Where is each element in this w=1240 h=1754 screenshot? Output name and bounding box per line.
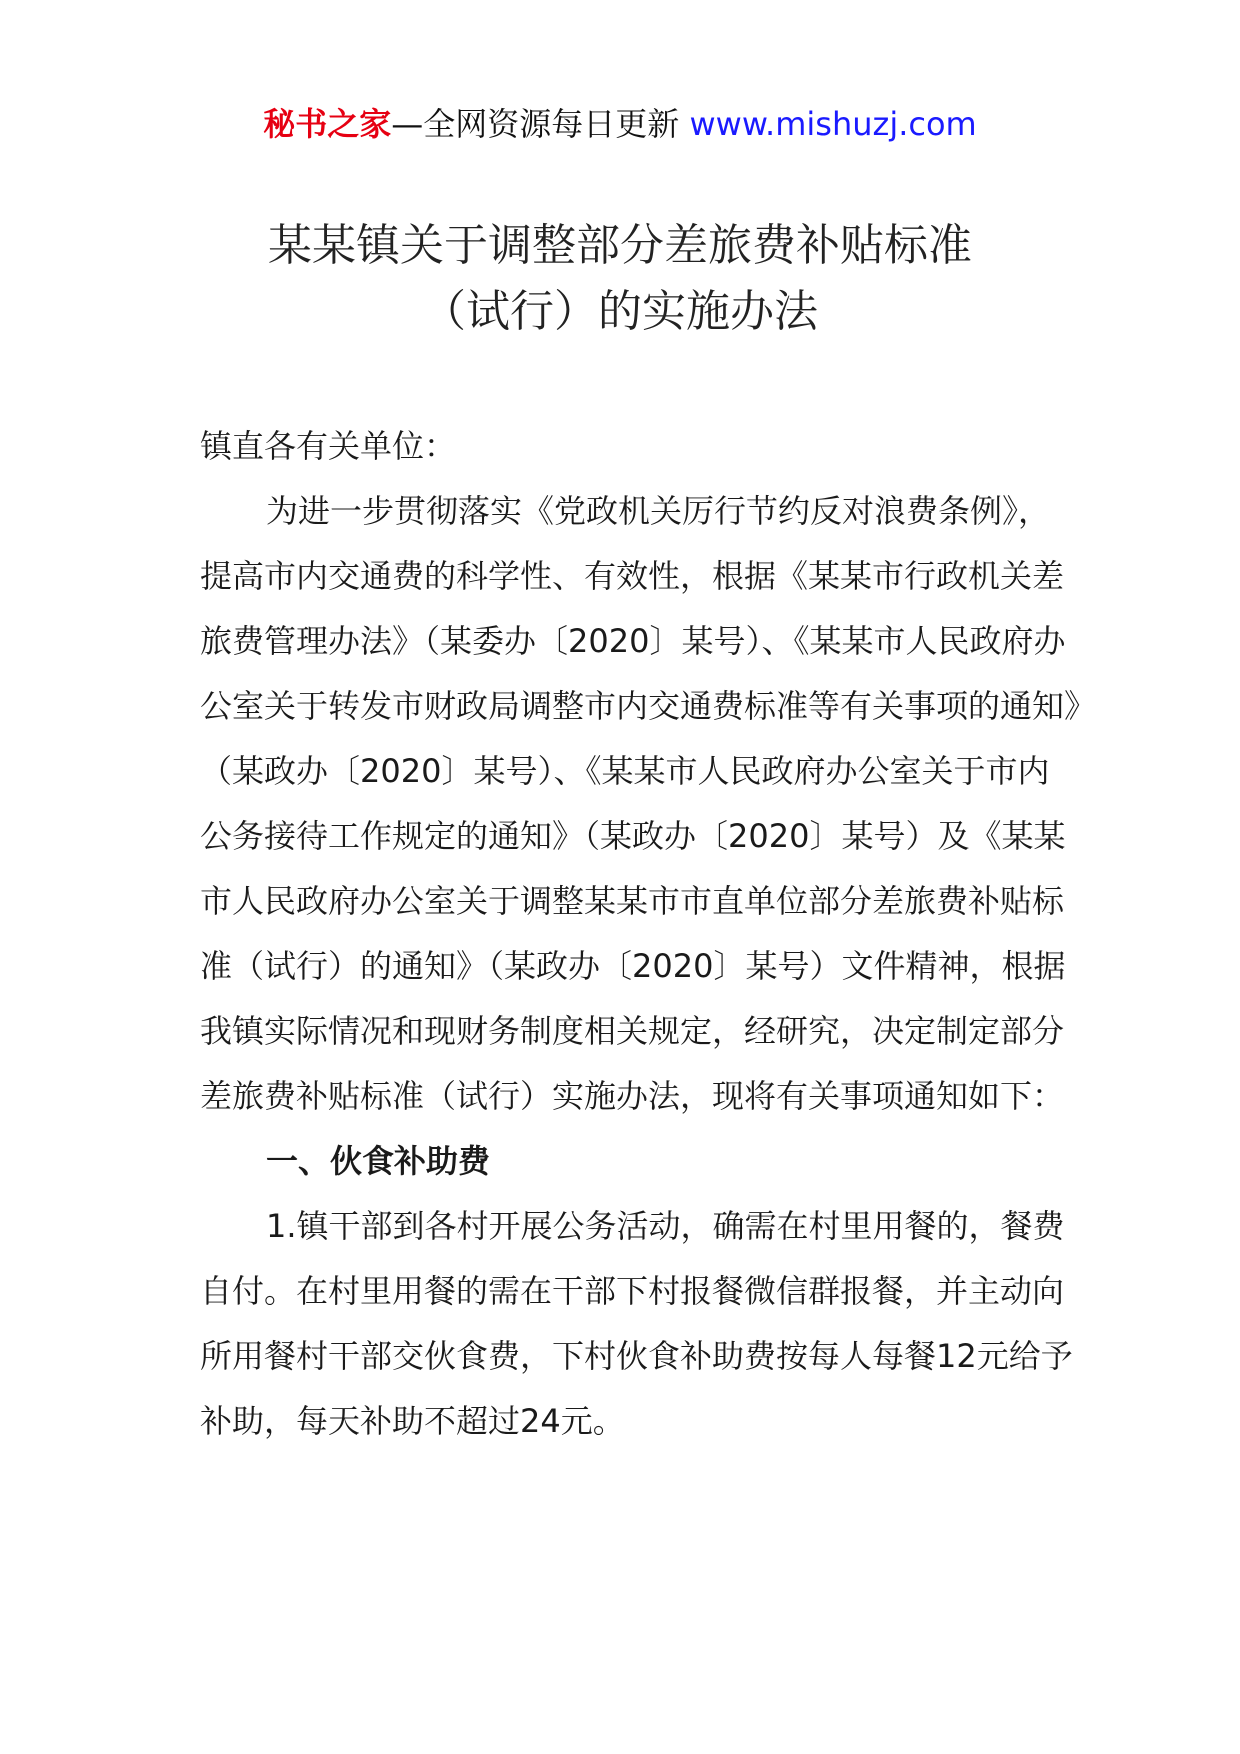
site-url-link[interactable]: www.mishuzj.com [689, 105, 977, 143]
brand-name: 秘书之家 [263, 105, 392, 143]
document-title [0, 213, 1240, 345]
title-line-1: 某某镇关于调整部分差旅费补贴标准 [268, 220, 972, 271]
document-body [200, 414, 1080, 1454]
site-header [0, 100, 1240, 148]
paragraph-meal-rule-1: 1.镇干部到各村开展公务活动，确需在村里用餐的，餐费自付。在村里用餐的需在干部下村报餐微信群报餐，并主动向所用餐村干部交伙食费，下村伙食补助费按每人每餐12元给予补助，每天补助不超过24元。 [200, 1207, 1073, 1440]
header-tagline: —全网资源每日更新 [391, 105, 680, 143]
section-heading-meal-allowance: 一、伙食补助费 [266, 1142, 491, 1180]
title-line-2: （试行）的实施办法 [422, 286, 818, 337]
paragraph-intro: 为进一步贯彻落实《党政机关厉行节约反对浪费条例》，提高市内交通费的科学性、有效性，根据《某某市行政机关差旅费管理办法》（某委办〔2020〕某号）、《某某市人民政府办公室关于转发市财政局调整市内交通费标准等有关事项的通知》（某政办〔2020〕某号）、《某某市人民政府办公室关于市内公务接待工作规定的通知》（某政办〔2020〕某号）及《某某市人民政府办公室关于调整某某市市直单位部分差旅费补贴标准（试行）的通知》（某政办〔2020〕某号）文件精神，根据我镇实际情况和现财务制度相关规定，经研究，决定制定部分差旅费补贴标准（试行）实施办法，现将有关事项通知如下： [200, 492, 1081, 1115]
salutation: 镇直各有关单位： [200, 427, 457, 465]
